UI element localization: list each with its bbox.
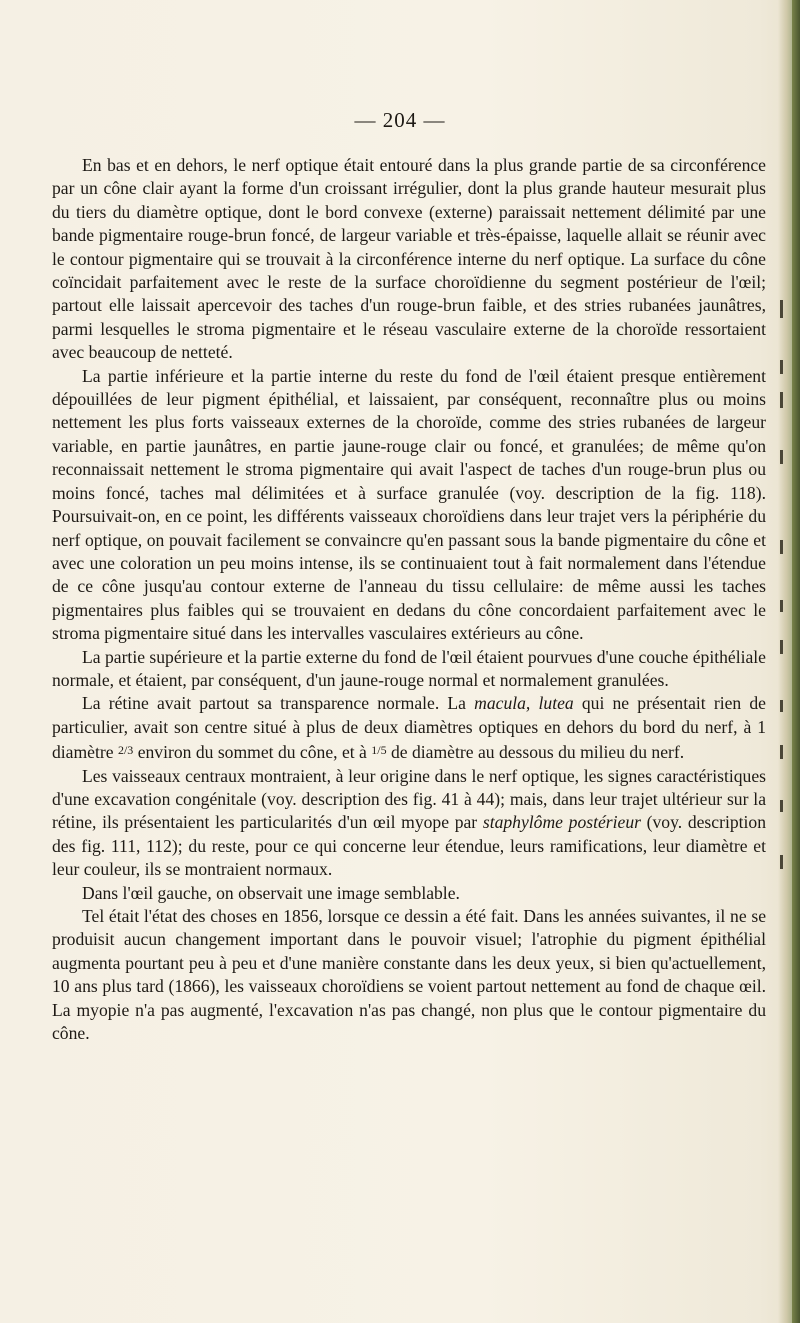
paragraph-4-part-a: La rétine avait partout sa transparence normale. La: [82, 693, 475, 714]
paragraph-7: Tel était l'état des choses en 1856, lorsque ce dessin a été fait. Dans les années suivantes, il ne se produisit aucun changement important dans le pouvoir visuel; l'atrophie du pigment épithélial augmenta pourtant peu à peu et d'une manière constante dans les deux yeux, si bien qu'actuellement, 10 ans plus tard (1866), les vaisseaux choroïdiens se voient partout nettement au fond de chaque œil. La myopie n'a pas augmenté, l'excavation n'as pas changé, non plus que le contour pigmentaire du cône.: [52, 906, 766, 1044]
paragraph-4-part-b: qui ne présentait rien de particulier, avait son centre situé à plus de deux diamètres optiques en dehors du bord du nerf, à 1 diamètre: [52, 693, 766, 763]
paragraph-6: Dans l'œil gauche, on observait une image semblable.: [82, 882, 460, 903]
fraction-one-fifth: 1/5: [371, 743, 387, 758]
macula-lutea-term: macula, lutea: [474, 693, 574, 714]
page-number: — 204 —: [354, 108, 446, 132]
paragraph-1: En bas et en dehors, le nerf optique était entouré dans la plus grande partie de sa circonférence par un cône clair ayant la forme d'un croissant irrégulier, dont la plus grande hauteur mesurait plus du tiers du diamètre optique, dont le bord convexe (externe) paraissait nettement délimité par une bande pigmentaire rouge-brun foncé, de largeur variable et très-épaisse, laquelle allait se réunir avec le contour pigmentaire qui se trouvait à la circonférence interne du nerf optique. La surface du cône coïncidait parfaitement avec le reste de la surface choroïdienne du segment postérieur de l'œil; partout elle laissait apercevoir des taches d'un rouge-brun faible, et des stries rubanées jaunâtres, parmi lesquelles le stroma pigmentaire et le réseau vasculaire externe de la choroïde ressortaient avec beaucoup de netteté.: [52, 155, 766, 363]
fraction-two-thirds: 2/3: [117, 743, 134, 758]
paragraph-5-part-b: (voy. description des fig. 111, 112); du reste, pour ce qui concerne leur étendue, leurs ramifications, leur diamètre et leur couleur, ils se montraient normaux.: [52, 812, 766, 880]
paragraph-3: La partie supérieure et la partie externe du fond de l'œil étaient pourvues d'une couche épithéliale normale, et étaient, par conséquent, d'un jaune-rouge normal et normalement granulées.: [52, 646, 766, 690]
paragraph-5-part-a: Les vaisseaux centraux montraient, à leur origine dans le nerf optique, les signes caractéristiques d'une excavation congénitale (voy. description des fig. 41 à 44); mais, dans leur trajet ultérieur sur la rétine, ils présentaient les particularités d'un œil myope par: [52, 765, 766, 833]
body-text: [52, 154, 766, 1045]
page-binding-shadow: [792, 0, 800, 1323]
paragraph-5: [52, 765, 766, 882]
edge-marks: [780, 0, 786, 1323]
staphylome-term: staphylôme postérieur: [482, 812, 641, 833]
paragraph-2: La partie inférieure et la partie interne du reste du fond de l'œil étaient presque entièrement dépouillées de leur pigment épithélial, et laissaient, par conséquent, reconnaître plus ou moins nettement les plus forts vaisseaux externes de la choroïde, comme des stries rubanées de largeur variable, en partie jaunâtres, en partie jaune-rouge clair ou foncé, et granulées; de même qu'on reconnaissait nettement le stroma pigmentaire qui avait l'aspect de taches d'un rouge-brun plus ou moins foncé, taches mal délimitées et à surface granulée (voy. description de la fig. 118). Poursuivait-on, en ce point, les différents vaisseaux choroïdiens dans leur trajet vers la périphérie du nerf optique, on pouvait facilement se convaincre qu'en passant sous la bande pigmentaire du cône et avec une coloration un peu moins intense, ils se continuaient tout à fait normalement dans l'étendue de ce cône jusqu'au contour externe de l'anneau du tissu cellulaire: de même aussi les taches pigmentaires plus faibles qui se trouvaient en dedans du cône concordaient parfaitement avec le stroma pigmentaire situé dans les intervalles vasculaires extérieurs au cône.: [52, 365, 766, 644]
paragraph-4-part-d: de diamètre au dessous du milieu du nerf.: [386, 742, 685, 763]
paragraph-4-part-c: environ du sommet du cône, et à: [133, 742, 372, 763]
paragraph-4: [52, 692, 766, 764]
